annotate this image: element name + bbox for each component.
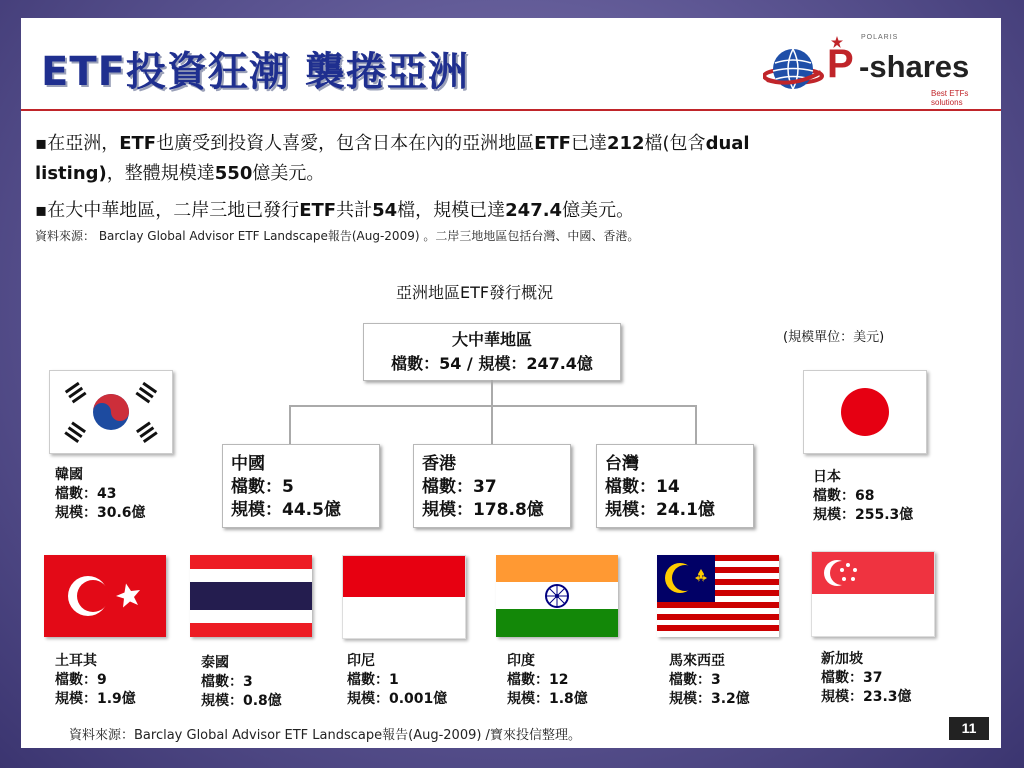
india-info (507, 652, 588, 709)
korea-count: 檔數：43 (55, 486, 117, 502)
singapore-name: 新加坡 (821, 651, 863, 667)
taiwan-count: 檔數：14 (605, 477, 680, 497)
malaysia-name: 馬來西亞 (669, 653, 725, 669)
greater-china-name: 大中華地區 (451, 330, 532, 349)
bullet-asia-etf: ▪在亞洲，ETF也廣受到投資人喜愛，包含日本在內的亞洲地區ETF已達212檔(包含dual listing)，整體規模達550億美元。 (35, 133, 750, 184)
taiwan-size: 規模：24.1億 (605, 500, 715, 520)
japan-name: 日本 (813, 469, 841, 485)
globe-icon (763, 36, 827, 102)
logo-tagline: Best ETFs solutions (931, 89, 969, 107)
japan-count: 檔數：68 (813, 488, 875, 504)
page-title: ETF投資狂潮 襲捲亞洲 (41, 49, 469, 95)
thailand-info (201, 654, 282, 711)
india-count: 檔數：12 (507, 672, 569, 688)
singapore-size: 規模：23.3億 (821, 689, 912, 705)
hong-kong-size: 規模：178.8億 (422, 500, 544, 520)
china-size: 規模：44.5億 (231, 500, 341, 520)
turkey-info (55, 652, 136, 709)
malaysia-size: 規模：3.2億 (669, 691, 750, 707)
logo-polaris-text: POLARIS (861, 34, 899, 41)
unit-note: (規模單位：美元) (783, 330, 885, 345)
greater-china-box (363, 323, 621, 381)
turkey-size: 規模：1.9億 (55, 691, 136, 707)
chart-title: 亞洲地區ETF發行概況 (396, 283, 554, 302)
singapore-flag-icon (811, 551, 935, 637)
india-size: 規模：1.8億 (507, 691, 588, 707)
thailand-flag-icon (190, 555, 312, 637)
indonesia-name: 印尼 (347, 653, 375, 669)
india-flag-icon (496, 555, 618, 637)
taiwan-name: 台灣 (605, 454, 639, 474)
malaysia-count: 檔數：3 (669, 672, 721, 688)
greater-china-stats: 檔數：54 / 規模：247.4億 (391, 354, 593, 373)
connector-line (289, 405, 291, 444)
connector-line (289, 405, 697, 407)
connector-line (695, 405, 697, 444)
malaysia-info (669, 652, 750, 709)
taiwan-box (596, 444, 754, 528)
logo-p-letter: P (827, 42, 854, 86)
japan-info (813, 468, 913, 525)
korea-size: 規模：30.6億 (55, 505, 146, 521)
korea-name: 韓國 (55, 467, 83, 483)
indonesia-count: 檔數：1 (347, 672, 399, 688)
hong-kong-count: 檔數：37 (422, 477, 497, 497)
china-count: 檔數：5 (231, 477, 294, 497)
korea-flag-icon (49, 370, 173, 454)
connector-line (491, 380, 493, 406)
page-number: 11 (949, 717, 989, 740)
hong-kong-name: 香港 (422, 454, 456, 474)
japan-flag-icon (803, 370, 927, 454)
bullet-greater-china-etf: ▪在大中華地區，二岸三地已發行ETF共計54檔，規模已達247.4億美元。 (35, 200, 635, 221)
thailand-name: 泰國 (201, 655, 229, 671)
turkey-flag-icon (44, 555, 166, 637)
indonesia-info (347, 652, 447, 709)
china-box (222, 444, 380, 528)
korea-info (55, 466, 146, 523)
indonesia-size: 規模：0.001億 (347, 691, 448, 707)
slide (21, 18, 1001, 748)
thailand-count: 檔數：3 (201, 674, 253, 690)
p-shares-logo (763, 32, 989, 107)
japan-size: 規模：255.3億 (813, 507, 914, 523)
india-name: 印度 (507, 653, 535, 669)
connector-line (491, 405, 493, 444)
turkey-count: 檔數：9 (55, 672, 107, 688)
singapore-count: 檔數：37 (821, 670, 883, 686)
thailand-size: 規模：0.8億 (201, 693, 282, 709)
logo-shares-text: -shares (859, 49, 970, 84)
china-name: 中國 (231, 454, 265, 474)
title-divider (21, 109, 1001, 111)
indonesia-flag-icon (342, 555, 466, 639)
source-note-bottom: 資料來源：Barclay Global Advisor ETF Landscape報告(Aug-2009) /寶來投信整理。 (69, 728, 581, 743)
singapore-info (821, 650, 912, 707)
malaysia-flag-icon (657, 555, 779, 637)
turkey-name: 土耳其 (55, 653, 97, 669)
source-note-top: 資料來源： Barclay Global Advisor ETF Landscape報告(Aug-2009) 。二岸三地地區包括台灣、中國、香港。 (35, 229, 640, 243)
hong-kong-box (413, 444, 571, 528)
